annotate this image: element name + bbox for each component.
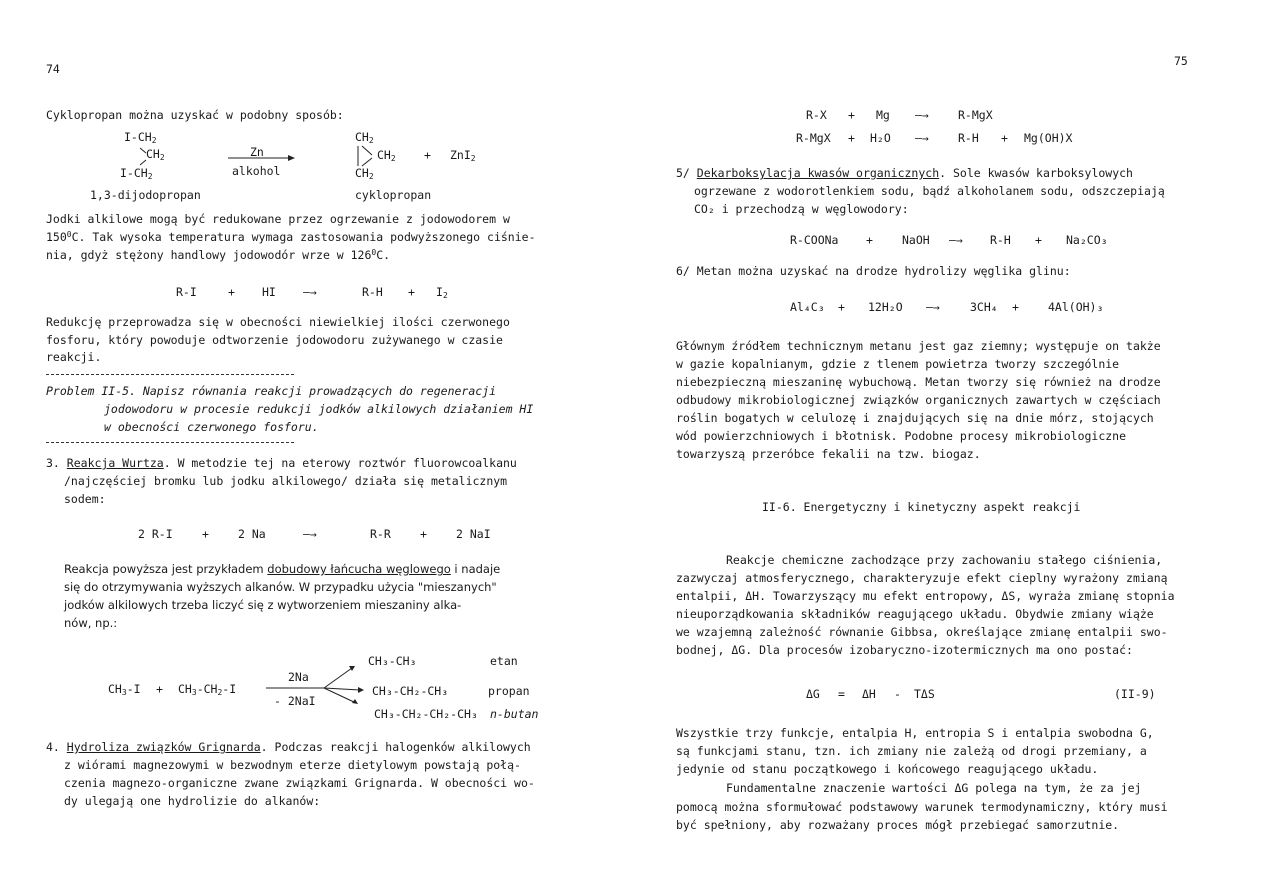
- text-line: bodnej, ΔG. Dla procesów izobaryczno-izotermicznych ma ono postać:: [676, 643, 1133, 657]
- text-line: CH₃-CH₂-CH₂-CH₃: [374, 707, 478, 721]
- text-line: $CH_2$: [146, 147, 165, 162]
- text-line: Redukcję przeprowadza się w obecności niewielkiej ilości czerwonego: [46, 315, 510, 329]
- text-line: HI: [262, 285, 276, 299]
- text-line: towarzyszą przeróbce fekalii na tzw. biogaz.: [676, 447, 981, 461]
- text-line: +: [424, 148, 431, 162]
- text-line: —→: [915, 108, 929, 122]
- text-line: $CH_2$: [355, 166, 374, 181]
- text-line: 6/ Metan można uzyskać na drodze hydrolizy węglika glinu:: [676, 264, 1071, 278]
- text-line: $I-CH_2$: [124, 130, 157, 145]
- text-line: Reakcje chemiczne zachodzące przy zachowaniu stałego ciśnienia,: [726, 553, 1163, 567]
- text-line: być spełniony, aby rozważany proces mógł przebiegać samorzutnie.: [676, 818, 1120, 832]
- text-line: jodków alkilowych trzeba liczyć się z wytworzeniem mieszaniny alka-: [64, 598, 462, 612]
- text-line: wód powierzchniowych i błotnisk. Podobne procesy mikrobiologiczne: [676, 429, 1127, 443]
- text-line: $I-CH_2$: [120, 166, 153, 181]
- reagent-zn: Zn: [250, 145, 264, 159]
- text-line: R-H: [362, 285, 383, 299]
- text-line: $CH_2$: [355, 130, 374, 145]
- text-line: TΔS: [914, 687, 935, 701]
- section-title-dekarboksylacja: Dekarboksylacja kwasów organicznych: [696, 166, 940, 180]
- equation-label: (II-9): [1114, 687, 1156, 701]
- text-line: jedynie od stanu początkowego i końcowego reagującego układu.: [676, 762, 1099, 776]
- section-title-grignard: Hydroliza związków Grignarda: [66, 740, 261, 754]
- page-number: 74: [46, 62, 60, 76]
- text-line: /najczęściej bromku lub jodku alkilowego/ działa się metalicznym: [64, 474, 508, 488]
- text-line: +: [1012, 300, 1019, 314]
- text-line: odbudowy mikrobiologicznej związków organicznych zawartych w częściach: [676, 393, 1161, 407]
- text-line: entalpii, ΔH. Towarzyszący mu efekt entropowy, ΔS, wyraża zmianę stopnia: [676, 589, 1175, 603]
- text-line: +: [866, 233, 873, 247]
- text-line: etan: [490, 654, 518, 668]
- text-line: R-COONa: [790, 233, 839, 247]
- text-line: propan: [488, 684, 530, 698]
- text-line: czenia magnezo-organiczne zwane związkami Grignarda. W obecności wo-: [64, 776, 535, 790]
- text-line: $CH_3-CH_2-I$: [178, 682, 237, 697]
- text-line: we wzajemną zależność równanie Gibbsa, określające zmianę entalpii swo-: [676, 625, 1168, 639]
- text-line: R-H: [958, 131, 979, 145]
- text-line: Wszystkie trzy funkcje, entalpia H, entropia S i entalpia swobodna G,: [676, 726, 1154, 740]
- section-heading: II-6. Energetyczny i kinetyczny aspekt reakcji: [762, 500, 1081, 514]
- text-line: 12H₂O: [868, 300, 903, 314]
- text-line: —→: [303, 285, 317, 299]
- text-line: nieuporządkowania składników reagującego układu. Obydwie zmiany wiąże: [676, 607, 1154, 621]
- text-line: +: [408, 285, 415, 299]
- text-line: R-X: [806, 108, 827, 122]
- text-line: Reakcja powyższa jest przykładem dobudowy łańcucha węglowego i nadaje: [64, 562, 501, 576]
- left-page: [0, 0, 610, 893]
- text-line: reakcji.: [46, 350, 102, 364]
- text-line: 4. Hydroliza związków Grignarda. Podczas reakcji halogenków alkilowych: [46, 740, 531, 754]
- text-line: - 2NaI: [274, 694, 316, 708]
- reagent-alkohol: alkohol: [232, 164, 281, 178]
- text-line: nia, gdyż stężony handlowy jodowodór wrze w $126^0C$.: [46, 248, 391, 262]
- text-line: $CH_2$: [377, 148, 396, 163]
- text-line: CH₃-CH₂-CH₃: [372, 684, 449, 698]
- text-line: —→: [915, 131, 929, 145]
- text-line: w gazie kopalnianym, gdzie z tlenem powietrza tworzy szczególnie: [676, 357, 1120, 371]
- right-page: [640, 0, 1263, 893]
- text-line: roślin bogatych w celulozę i znajdujących się na dnie mórz, stojących: [676, 411, 1154, 425]
- text-line: R-I: [176, 285, 197, 299]
- text-line: są funkcjami stanu, tzn. ich zmiany nie zależą od drogi przemiany, a: [676, 744, 1147, 758]
- text-line: 2 NaI: [456, 527, 491, 541]
- intro-text: Cyklopropan można uzyskać w podobny sposób:: [46, 108, 344, 122]
- text-line: $I_2$: [436, 285, 448, 300]
- text-line: +: [156, 682, 163, 696]
- text-line: $CH_3-I$: [108, 682, 141, 697]
- text-line: Fundamentalne znaczenie wartości ΔG polega na tym, że za jej: [726, 781, 1142, 795]
- text-line: Na₂CO₃: [1066, 233, 1108, 247]
- text-line: nów, np.:: [64, 616, 118, 630]
- text-line: jodowodoru w procesie redukcji jodków alkilowych działaniem HI: [104, 402, 534, 416]
- text-line: Głównym źródłem technicznym metanu jest gaz ziemny; występuje on także: [676, 339, 1161, 353]
- text-line: 2 R-I: [138, 527, 173, 541]
- text-line: NaOH: [902, 233, 930, 247]
- text-line: R-MgX: [796, 131, 831, 145]
- text-line: Jodki alkilowe mogą być redukowane przez ogrzewanie z jodowodorem w: [46, 212, 510, 226]
- name-cyklopropan: cyklopropan: [355, 188, 432, 202]
- text-line: ogrzewane z wodorotlenkiem sodu, bądź alkoholanem sodu, odszczepiają: [694, 184, 1165, 198]
- text-line: —→: [949, 233, 963, 247]
- text-line: +: [848, 131, 855, 145]
- text-line: pomocą można sformułować podstawowy warunek termodynamiczny, który musi: [676, 800, 1168, 814]
- text-line: fosforu, który powoduje odtworzenie jodowodoru zużywanego w czasie: [46, 333, 503, 347]
- text-line: —→: [303, 527, 317, 541]
- text-line: +: [420, 527, 427, 541]
- name-dijodopropan: 1,3-dijodopropan: [90, 188, 201, 202]
- text-line: 3. Reakcja Wurtza. W metodzie tej na eterowy roztwór fluorowcoalkanu: [46, 456, 517, 470]
- text-line: się do otrzymywania wyższych alkanów. W przypadku użycia "mieszanych": [64, 580, 497, 594]
- text-line: sodem:: [64, 492, 106, 506]
- text-line: 2 Na: [238, 527, 266, 541]
- text-line: +: [228, 285, 235, 299]
- section-title-wurtz: Reakcja Wurtza: [66, 456, 164, 470]
- text-line: Mg: [876, 108, 890, 122]
- page-number: 75: [1174, 54, 1188, 68]
- text-line: =: [838, 687, 845, 701]
- text-line: niebezpieczną mieszaninę wybuchową. Metan tworzy się również na drodze: [676, 375, 1161, 389]
- text-line: Al₄C₃: [790, 300, 825, 314]
- text-line: 5/ Dekarboksylacja kwasów organicznych. Sole kwasów karboksylowych: [676, 166, 1133, 180]
- text-line: —→: [926, 300, 940, 314]
- text-line: dy ulegają one hydrolizie do alkanów:: [64, 794, 321, 808]
- text-line: ΔG: [806, 687, 820, 701]
- text-line: CH₃-CH₃: [368, 654, 417, 668]
- text-line: n-butan: [490, 707, 539, 721]
- text-line: R-R: [370, 527, 391, 541]
- text-line: z wiórami magnezowymi w bezwodnym eterze dietylowym powstają połą-: [64, 758, 521, 772]
- text-line: +: [838, 300, 845, 314]
- text-line: ΔH: [862, 687, 876, 701]
- text-line: ZnI$_2$: [450, 148, 476, 163]
- text-line: R-H: [990, 233, 1011, 247]
- text-line: +: [202, 527, 209, 541]
- text-line: Mg(OH)X: [1024, 131, 1073, 145]
- text-line: +: [1035, 233, 1042, 247]
- text-line: -: [894, 687, 901, 701]
- text-line: 2Na: [288, 670, 309, 684]
- problem-title: Problem II-5. Napisz równania reakcji prowadzących do regeneracji: [46, 384, 497, 398]
- text-line: w obecności czerwonego fosforu.: [104, 420, 319, 434]
- text-line: CO₂ i przechodzą w węglowodory:: [694, 202, 909, 216]
- text-line: H₂O: [870, 131, 891, 145]
- text-line: R-MgX: [958, 108, 993, 122]
- text-line: $150^0C$. Tak wysoka temperatura wymaga zastosowania podwyższonego ciśnie-: [46, 230, 536, 244]
- text-line: +: [1001, 131, 1008, 145]
- text-line: 4Al(OH)₃: [1048, 300, 1104, 314]
- text-line: 3CH₄: [970, 300, 998, 314]
- text-line: +: [848, 108, 855, 122]
- text-line: zazwyczaj atmosferycznego, charakteryzuje efekt cieplny wyrażony zmianą: [676, 571, 1168, 585]
